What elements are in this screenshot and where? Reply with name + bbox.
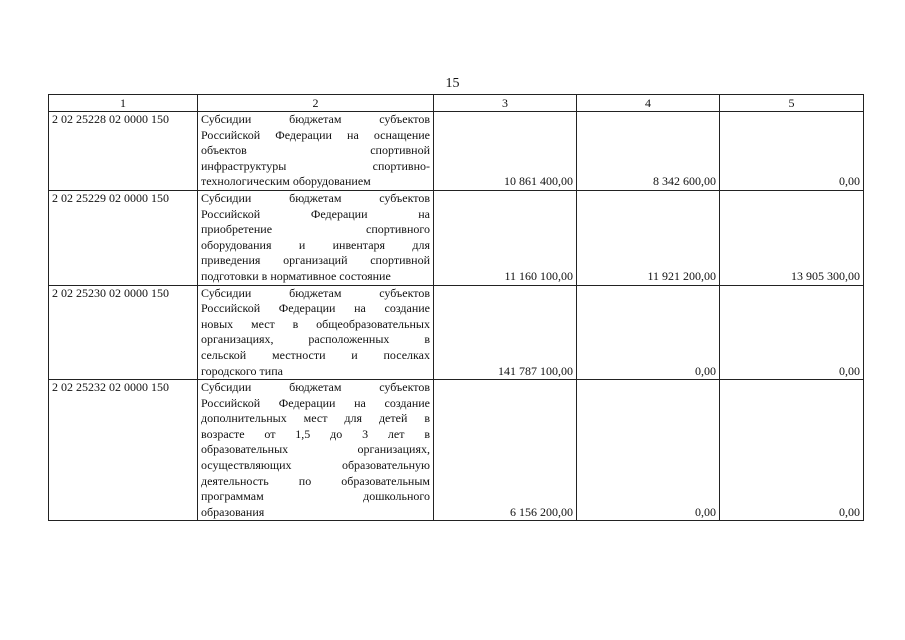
description-line: осуществляющих образовательную [201, 458, 430, 473]
amount-col-5: 13 905 300,00 [720, 190, 864, 285]
description-line: Субсидии бюджетам субъектов [201, 285, 430, 300]
description-line: Субсидии бюджетам субъектов [201, 112, 430, 126]
description-line: приобретение спортивного [201, 222, 430, 237]
description-line: деятельность по образовательным [201, 473, 430, 488]
budget-code: 2 02 25229 02 0000 150 [49, 190, 198, 285]
page-number: 15 [445, 76, 460, 91]
description-line: образования [201, 504, 265, 519]
description-line: инфраструктуры спортивно- [201, 158, 430, 173]
subsidy-description [198, 190, 434, 285]
header-col-3: 3 [434, 95, 577, 112]
description-line: организациях, расположенных в [201, 332, 430, 347]
description-line: дополнительных мест для детей в [201, 411, 430, 426]
amount-col-4: 0,00 [577, 380, 720, 521]
subsidy-description [198, 380, 434, 521]
description-line: Субсидии бюджетам субъектов [201, 190, 430, 205]
amount-col-5: 0,00 [720, 112, 864, 191]
header-col-5: 5 [720, 95, 864, 112]
header-col-1: 1 [49, 95, 198, 112]
amount-col-3: 6 156 200,00 [434, 380, 577, 521]
description-line: Российской Федерации на [201, 206, 430, 221]
description-line: новых мест в общеобразовательных [201, 316, 430, 331]
amount-col-3: 10 861 400,00 [434, 112, 577, 191]
amount-col-4: 0,00 [577, 285, 720, 380]
description-line: оборудования и инвентаря для [201, 237, 430, 252]
amount-col-3: 141 787 100,00 [434, 285, 577, 380]
amount-col-5: 0,00 [720, 380, 864, 521]
description-line: приведения организаций спортивной [201, 253, 430, 268]
amount-col-4: 11 921 200,00 [577, 190, 720, 285]
description-line: объектов спортивной [201, 143, 430, 158]
description-line: образовательных организациях, [201, 442, 430, 457]
amount-col-3: 11 160 100,00 [434, 190, 577, 285]
description-line: возрасте от 1,5 до 3 лет в [201, 426, 430, 441]
description-line: Российской Федерации на создание [201, 395, 430, 410]
budget-code: 2 02 25228 02 0000 150 [49, 112, 198, 191]
amount-col-5: 0,00 [720, 285, 864, 380]
header-col-2: 2 [198, 95, 434, 112]
table-row [49, 112, 864, 191]
description-line: Российской Федерации на создание [201, 301, 430, 316]
table-row [49, 285, 864, 380]
amount-col-4: 8 342 600,00 [577, 112, 720, 191]
budget-table [48, 94, 864, 521]
description-line: подготовки в нормативное состояние [201, 268, 391, 283]
description-line: Субсидии бюджетам субъектов [201, 380, 430, 395]
header-col-4: 4 [577, 95, 720, 112]
header-row [49, 95, 864, 112]
description-line: Российской Федерации на оснащение [201, 127, 430, 142]
subsidy-description [198, 112, 434, 191]
description-line: программам дошкольного [201, 489, 430, 504]
table-row [49, 380, 864, 521]
table-row [49, 190, 864, 285]
description-line: технологическим оборудованием [201, 174, 371, 189]
budget-code: 2 02 25232 02 0000 150 [49, 380, 198, 521]
subsidy-description [198, 285, 434, 380]
budget-code: 2 02 25230 02 0000 150 [49, 285, 198, 380]
description-line: городского типа [201, 363, 283, 378]
description-line: сельской местности и поселках [201, 347, 430, 362]
